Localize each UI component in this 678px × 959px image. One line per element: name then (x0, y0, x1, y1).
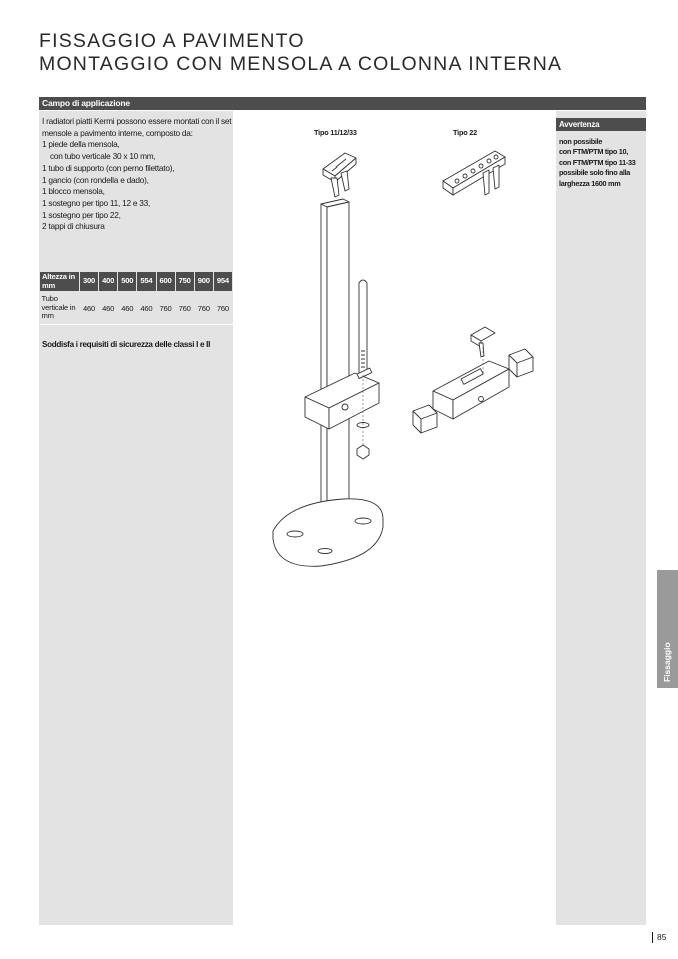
support-type-22-icon (443, 151, 505, 195)
height-cell: 954 (213, 272, 232, 292)
tube-cell: 760 (156, 292, 175, 325)
height-cell: 500 (118, 272, 137, 292)
bracket-block-exploded-icon (433, 361, 509, 419)
tube-cell: 460 (80, 292, 99, 325)
height-cell: 900 (194, 272, 213, 292)
component-item: 1 piede della mensola, (42, 139, 120, 150)
height-cell: 600 (156, 272, 175, 292)
end-cap-icon (413, 405, 437, 433)
right-column (556, 111, 646, 925)
table-row-label: Tubo verticale in mm (40, 292, 80, 325)
support-type-11-12-33-icon (323, 153, 356, 197)
table-header-row (40, 272, 233, 292)
title-line-2: MONTAGGIO CON MENSOLA A COLONNA INTERNA (39, 53, 563, 75)
caption-type-11-12-33: Tipo 11/12/33 (314, 128, 357, 137)
table-row (40, 292, 233, 325)
warning-line: non possibile (559, 137, 603, 146)
bracket-illustration (233, 111, 556, 581)
caption-type-22: Tipo 22 (453, 128, 478, 137)
vertical-tube-icon (321, 199, 349, 524)
tube-cell: 460 (118, 292, 137, 325)
foot-plate-icon (273, 499, 383, 566)
tube-cell: 760 (194, 292, 213, 325)
section-header-bar (39, 97, 646, 110)
component-item: 1 gancio (con rondella e dado), (42, 174, 149, 185)
page-title (39, 30, 562, 76)
warning-title: Avvertenza (559, 120, 600, 129)
warning-line: con FTM/PTM tipo 11-33 (559, 157, 636, 167)
component-item: con tubo verticale 30 x 10 mm, (50, 151, 156, 162)
intro-lead: I radiatori piatti Kermi possono essere montati con il set mensole a pavimento interne, composto da: (42, 116, 232, 138)
height-cell: 554 (137, 272, 156, 292)
warning-text (559, 137, 645, 189)
component-item: 1 sostegno per tipo 22, (42, 209, 121, 220)
table-header-label: Altezza in mm (40, 272, 80, 292)
warning-line: con FTM/PTM tipo 10, (559, 147, 628, 157)
intro-text (42, 116, 232, 233)
sizes-table (39, 271, 233, 325)
tube-cell: 460 (137, 292, 156, 325)
title-line-1: FISSAGGIO A PAVIMENTO (39, 30, 305, 52)
component-item: 1 tubo di supporto (con perno filettato), (42, 162, 175, 173)
height-cell: 400 (99, 272, 118, 292)
nut-icon (357, 445, 369, 459)
safety-note: Soddisfa i requisiti di sicurezza delle classi I e II (42, 340, 211, 349)
side-tab-label: Fissaggio (661, 642, 672, 682)
tube-cell: 760 (213, 292, 232, 325)
height-cell: 750 (175, 272, 194, 292)
hook-icon (359, 280, 367, 375)
tube-cell: 460 (99, 292, 118, 325)
warning-line: larghezza 1600 mm (559, 178, 621, 188)
section-header-label: Campo di applicazione (42, 98, 130, 108)
left-column (39, 111, 233, 925)
warning-header-bar (556, 118, 646, 131)
height-cell: 300 (80, 272, 99, 292)
side-tab-fissaggio[interactable] (657, 570, 678, 688)
page-number: 85 (652, 932, 666, 943)
component-item: 1 blocco mensola, (42, 186, 105, 197)
component-item: 2 tappi di chiusura (42, 221, 105, 232)
warning-line: possibile solo fino alla (559, 168, 631, 178)
end-cap-icon (509, 349, 533, 377)
component-item: 1 sostegno per tipo 11, 12 e 33, (42, 197, 151, 208)
tube-cell: 760 (175, 292, 194, 325)
